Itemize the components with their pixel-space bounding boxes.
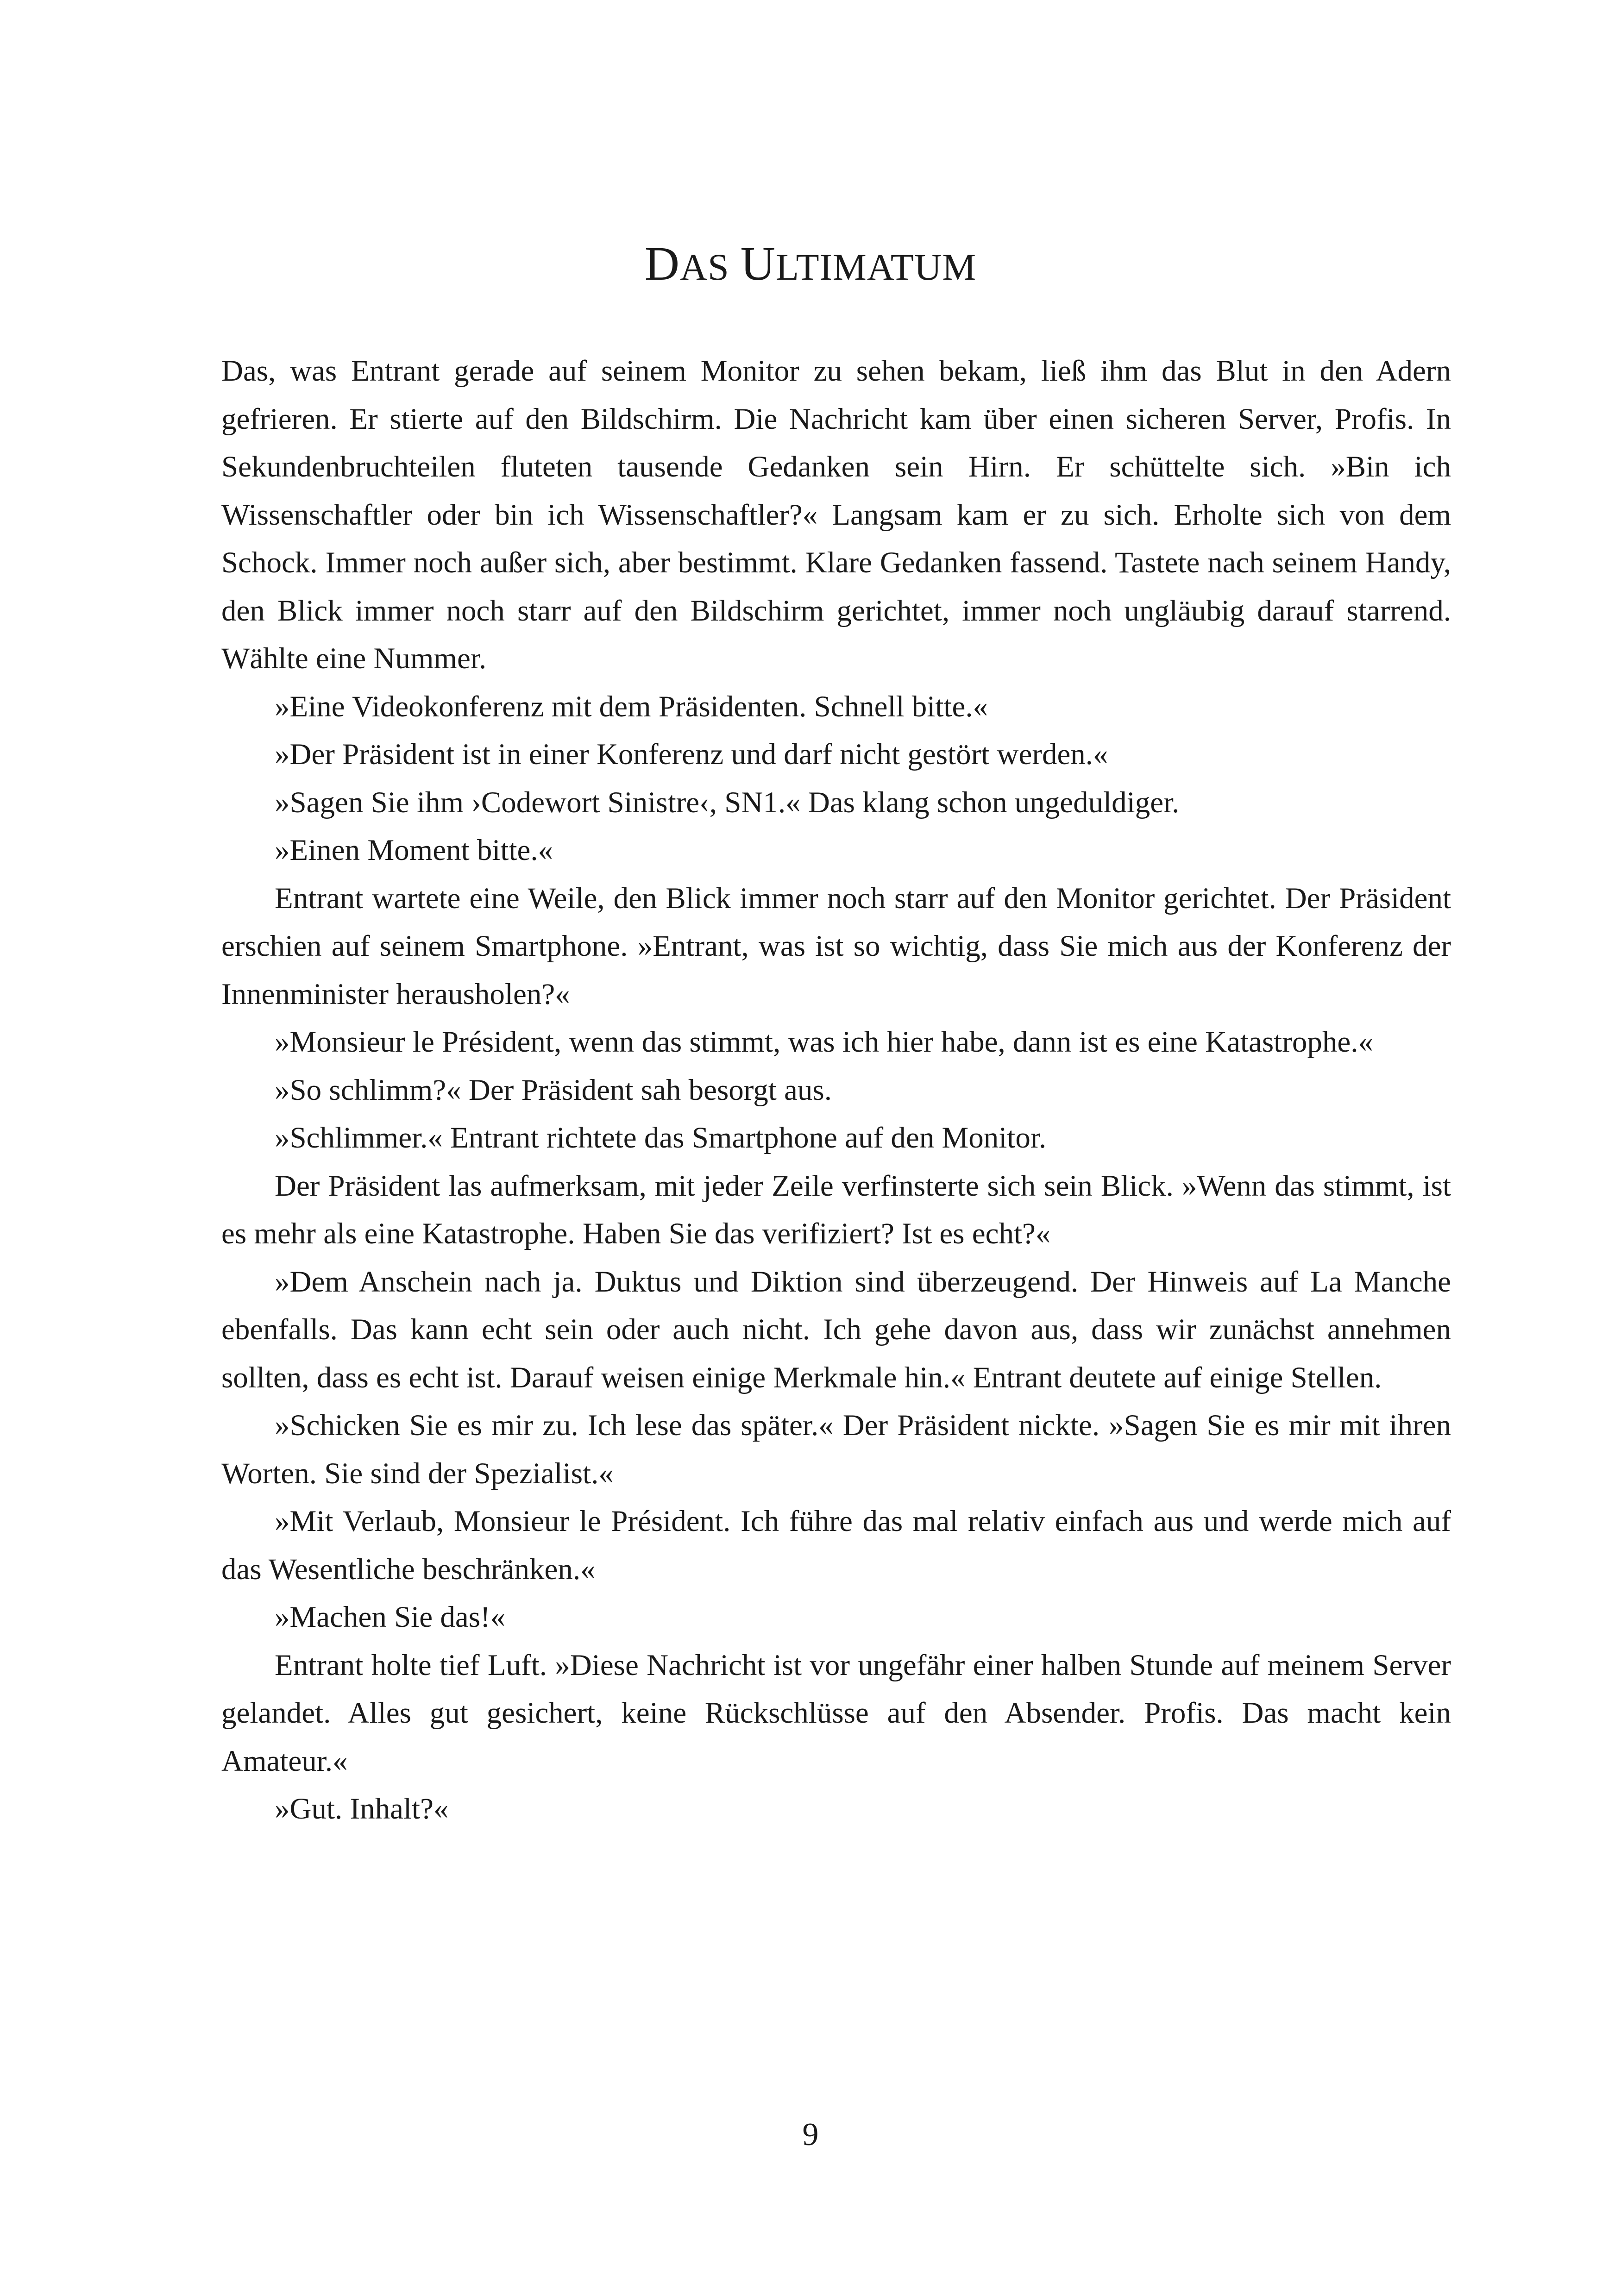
paragraph: »So schlimm?« Der Präsident sah besorgt aus.: [275, 1073, 832, 1107]
body-text: [221, 347, 1451, 1833]
paragraph: »Schicken Sie es mir zu. Ich lese das später.« Der Präsident nickte. »Sagen Sie es mir mit ihren Worten. Sie sind der Spezialist.«: [221, 1409, 1451, 1490]
paragraph: »Machen Sie das!«: [275, 1600, 506, 1634]
page-number: 9: [802, 2117, 819, 2152]
paragraph: »Dem Anschein nach ja. Duktus und Diktion sind überzeugend. Der Hinweis auf La Manche ebenfalls. Das kann echt sein oder auch nicht. Ich gehe davon aus, dass wir zunächst annehmen sollten, dass es echt ist. Darauf weisen einige Merkmale hin.« Entrant deutete auf einige Stellen.: [221, 1265, 1451, 1394]
chapter-title-rest-1: AS: [679, 246, 729, 288]
paragraph: »Der Präsident ist in einer Konferenz und darf nicht gestört werden.«: [275, 738, 1108, 771]
chapter-title-initial-1: D: [644, 237, 680, 290]
paragraph: Der Präsident las aufmerksam, mit jeder Zeile verfinsterte sich sein Blick. »Wenn das stimmt, ist es mehr als eine Katastrophe. Haben Sie das verifiziert? Ist es echt?«: [221, 1169, 1451, 1250]
paragraph: »Schlimmer.« Entrant richtete das Smartphone auf den Monitor.: [275, 1121, 1047, 1154]
paragraph: Entrant wartete eine Weile, den Blick immer noch starr auf den Monitor gerichtet. Der Präsident erschien auf seinem Smartphone. »Entrant, was ist so wichtig, dass Sie mich aus der Konferenz der Innenminister herausholen?«: [221, 881, 1451, 1011]
chapter-title-initial-2: U: [740, 237, 776, 290]
chapter-title: [0, 234, 1621, 297]
paragraph: »Einen Moment bitte.«: [275, 834, 553, 867]
paragraph: »Gut. Inhalt?«: [275, 1792, 449, 1826]
paragraph: Entrant holte tief Luft. »Diese Nachricht ist vor ungefähr einer halben Stunde auf meinem Server gelandet. Alles gut gesichert, keine Rückschlüsse auf den Absender. Profis. Das macht kein Amateur.«: [221, 1648, 1451, 1778]
paragraph: »Monsieur le Président, wenn das stimmt, was ich hier habe, dann ist es eine Katastrophe.«: [275, 1025, 1373, 1059]
paragraph: »Mit Verlaub, Monsieur le Président. Ich führe das mal relativ einfach aus und werde mich auf das Wesentliche beschränken.«: [221, 1505, 1451, 1586]
paragraph: Das, was Entrant gerade auf seinem Monitor zu sehen bekam, ließ ihm das Blut in den Adern gefrieren. Er stierte auf den Bildschirm. Die Nachricht kam über einen sicheren Server, Profis. In Sekundenbruchteilen fluteten tausende Gedanken sein Hirn. Er schüttelte sich. »Bin ich Wissenschaftler oder bin ich Wissenschaftler?« Langsam kam er zu sich. Erholte sich von dem Schock. Immer noch außer sich, aber bestimmt. Klare Gedanken fassend. Tastete nach seinem Handy, den Blick immer noch starr auf den Bildschirm gerichtet, immer noch ungläubig darauf starrend. Wählte eine Nummer.: [221, 354, 1451, 675]
chapter-title-rest-2: LTIMATUM: [775, 246, 977, 288]
paragraph: »Sagen Sie ihm ›Codewort Sinistre‹, SN1.« Das klang schon ungeduldiger.: [275, 785, 1180, 819]
paragraph: »Eine Videokonferenz mit dem Präsidenten. Schnell bitte.«: [275, 690, 988, 723]
